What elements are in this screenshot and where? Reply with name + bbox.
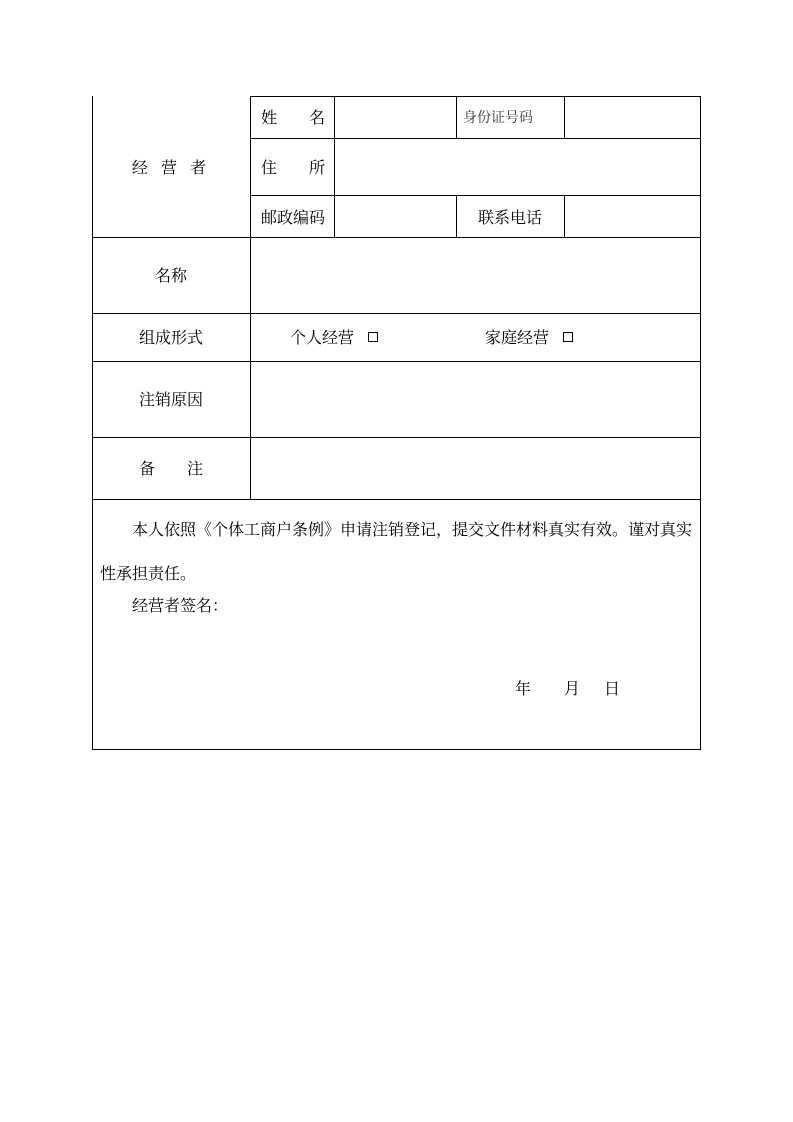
rule-value-column-row3 [564,195,565,237]
rule-operator-row1 [250,138,701,139]
option-individual-label: 个人经营 [290,328,355,347]
cancellation-reason-field[interactable] [256,390,696,410]
cancellation-registration-form [92,96,701,750]
postcode-label: 邮政编码 [261,208,326,227]
rule-middle-column-row3 [456,195,457,237]
address-field[interactable] [339,158,695,178]
name-field[interactable] [339,108,452,128]
date-year-label: 年 [515,679,532,698]
address-label: 住 所 [261,158,326,177]
option-individual[interactable] [290,328,378,348]
option-family-label: 家庭经营 [485,328,550,347]
business-name-label: 名称 [154,266,187,285]
rule-left-border [92,96,93,750]
rule-label-column [250,96,251,500]
rule-reason-top [92,361,701,362]
rule-operator-row2 [250,195,701,196]
rule-top-operator [250,96,701,97]
rule-value-column-row1 [564,96,565,138]
phone-label: 联系电话 [478,208,543,227]
postcode-field[interactable] [339,208,452,228]
declaration-text: 本人依照《个体工商户条例》申请注销登记，提交文件材料真实有效。谨对真实性承担责任。 [100,520,693,583]
id-number-field[interactable] [569,108,696,128]
date-month-label: 月 [564,679,581,698]
rule-sublabel-column [334,96,335,237]
rule-name-top [92,237,701,238]
organization-form-label: 组成形式 [138,328,203,347]
signature-label: 经营者签名： [132,596,229,615]
option-family[interactable] [485,328,573,348]
rule-right-border [700,96,701,750]
rule-middle-column-row1 [456,96,457,138]
business-name-field[interactable] [256,266,696,286]
phone-field[interactable] [569,208,696,228]
operator-section-label: 经 营 者 [131,158,211,177]
rule-declaration-top [92,499,701,500]
rule-remarks-top [92,437,701,438]
name-label: 姓 名 [261,108,326,127]
rule-form-top [92,313,701,314]
rule-bottom [92,749,701,750]
date-day-label: 日 [604,679,621,698]
remarks-field[interactable] [256,459,696,479]
id-number-label: 身份证号码 [463,110,533,126]
remarks-label: 备 注 [138,459,203,478]
family-checkbox[interactable] [563,332,573,342]
cancellation-reason-label: 注销原因 [138,390,203,409]
individual-checkbox[interactable] [368,332,378,342]
